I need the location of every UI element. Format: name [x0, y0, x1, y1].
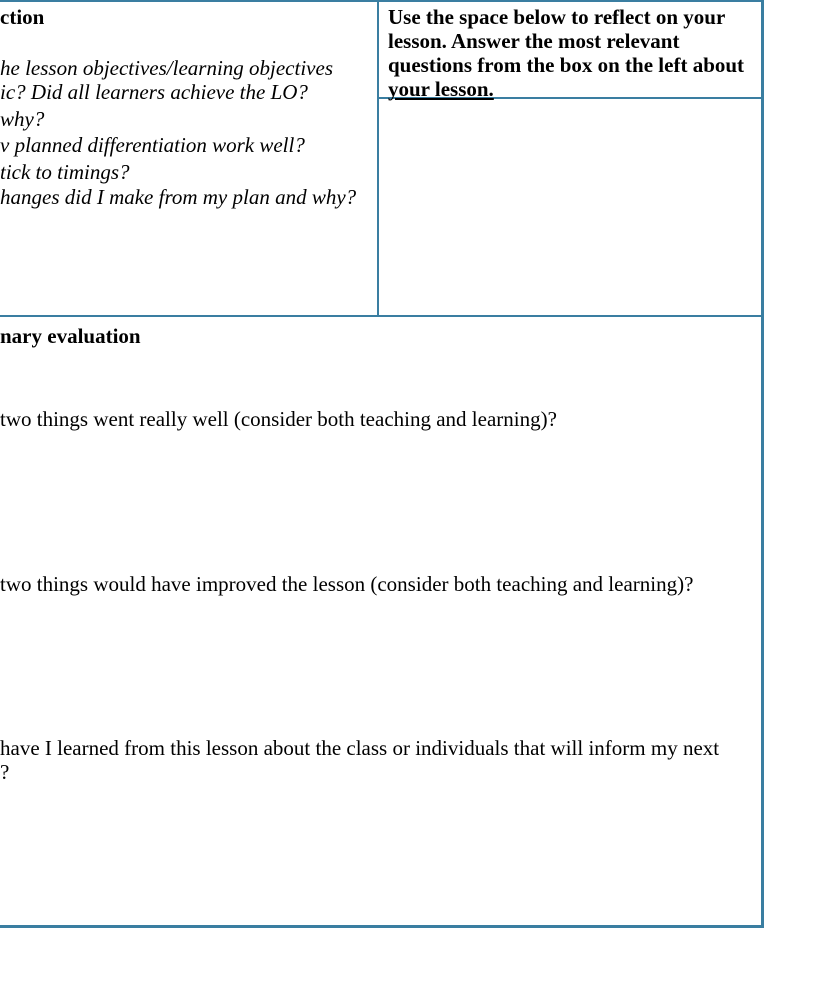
table-bottom-border [0, 925, 764, 928]
column-divider [377, 0, 379, 317]
reflect-space-line-3: questions from the box on the left about [388, 53, 745, 77]
summary-question-improvements: two things would have improved the lesson (consider both teaching and learning)? [0, 572, 694, 596]
reflection-question-1: he lesson objectives/learning objectives [0, 56, 333, 80]
reflect-space-line-4: your lesson. [388, 77, 494, 101]
summary-evaluation-heading: nary evaluation [0, 324, 141, 348]
reflect-space-header [388, 5, 758, 101]
reflection-question-4: v planned differentiation work well? [0, 133, 305, 157]
reflection-answer-area[interactable] [380, 100, 760, 314]
reflection-question-3: why? [0, 107, 45, 131]
summary-question-went-well: two things went really well (consider both teaching and learning)? [0, 407, 557, 431]
reflection-question-2: ic? Did all learners achieve the LO? [0, 80, 308, 104]
reflect-space-line-2: lesson. Answer the most relevant [388, 29, 680, 53]
table-top-border [0, 0, 764, 2]
reflection-heading: ction [0, 5, 45, 29]
summary-question-learned-line-1: have I learned from this lesson about the class or individuals that will inform my next [0, 736, 720, 760]
reflection-question-5: tick to timings? [0, 160, 130, 184]
reflect-space-line-1: Use the space below to reflect on your [388, 5, 726, 29]
summary-question-learned-line-2: ? [0, 760, 10, 784]
row-divider [0, 315, 764, 317]
table-right-border [761, 0, 764, 928]
reflection-question-6: hanges did I make from my plan and why? [0, 185, 357, 209]
